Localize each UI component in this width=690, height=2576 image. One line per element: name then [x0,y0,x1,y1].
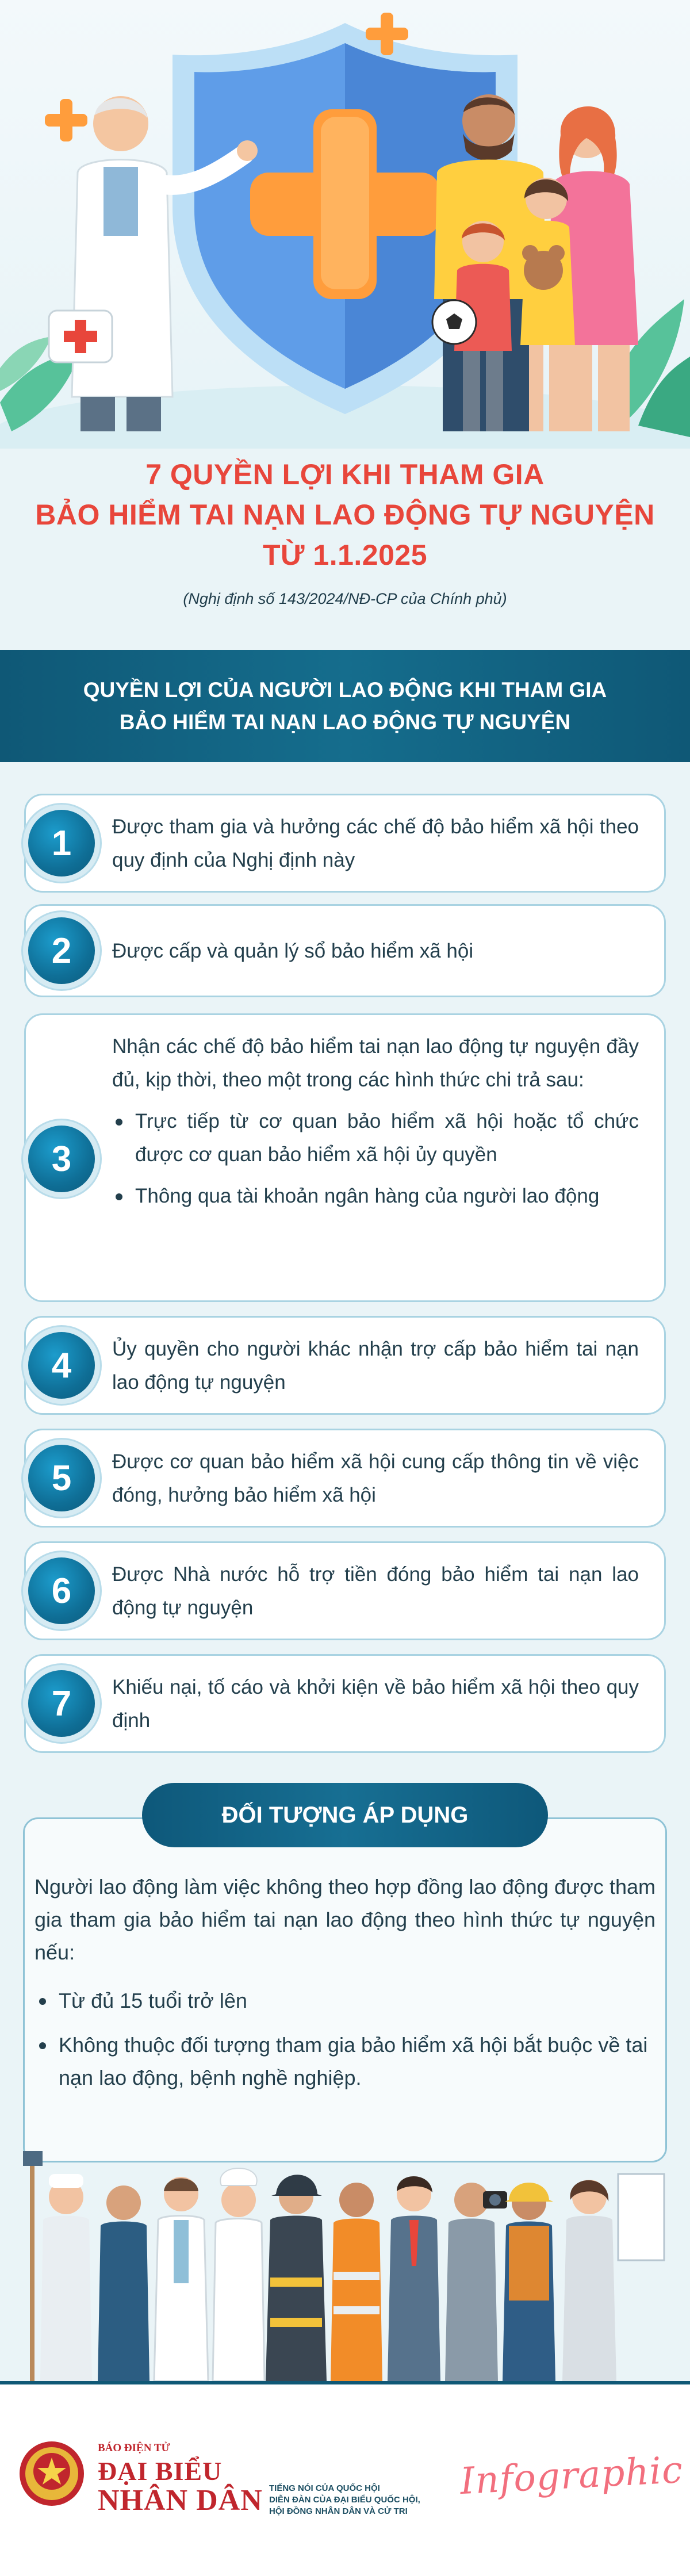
publisher-tagline-2: DIỄN ĐÀN CỦA ĐẠI BIỂU QUỐC HỘI, [269,2495,420,2505]
publisher-name-line-1: ĐẠI BIỂU [98,2456,223,2486]
main-title-line-3: TỪ 1.1.2025 [262,539,428,571]
number-badge: 2 [28,917,95,984]
publisher-tagline-3: HỘI ĐỒNG NHÂN DÂN VÀ CỬ TRI [269,2506,408,2516]
infographic-label: Infographic [459,2448,684,2504]
benefit-card-4 [24,1316,666,1415]
benefit-text: Nhận các chế độ bảo hiểm tai nạn lao động tự nguyện đầy đủ, kịp thời, theo một trong các hình thức chi trả sau: [112,1035,639,1091]
benefit-card-1 [24,794,666,893]
hero-illustration [0,0,690,449]
list-item: Không thuộc đối tượng tham gia bảo hiểm xã hội bắt buộc về tai nạn lao động, bệnh nghề nghiệp. [34,2028,656,2094]
list-item: Từ đủ 15 tuổi trở lên [34,1984,656,2017]
payment-methods-list [112,1105,639,1213]
insurance-shield-illustration [0,0,690,449]
main-title-line-2: BẢO HIỂM TAI NẠN LAO ĐỘNG TỰ NGUYỆN [35,499,655,531]
number-badge: 5 [28,1445,95,1511]
decree-subtitle: (Nghị định số 143/2024/NĐ-CP của Chính phủ) [183,590,507,607]
benefit-card-5 [24,1429,666,1528]
benefit-card-2 [24,904,666,997]
publisher-tagline-1: TIẾNG NÓI CỦA QUỐC HỘI [269,2483,380,2493]
benefit-card-3 [24,1013,666,1302]
workers-illustration [23,2128,667,2381]
number-badge: 4 [28,1332,95,1399]
benefit-text: Được cấp và quản lý sổ bảo hiểm xã hội [112,940,474,962]
benefits-section-banner [0,650,690,762]
benefit-text: Được cơ quan bảo hiểm xã hội cung cấp thông tin về việc đóng, hưởng bảo hiểm xã hội [112,1450,639,1506]
benefit-text-block [112,1030,639,1221]
target-conditions-list [34,1984,656,2106]
banner-line-1: QUYỀN LỢI CỦA NGƯỜI LAO ĐỘNG KHI THAM GIA [83,678,607,702]
banner-line-2: BẢO HIỂM TAI NẠN LAO ĐỘNG TỰ NGUYỆN [119,710,571,734]
list-item: Thông qua tài khoản ngân hàng của người lao động [112,1180,639,1213]
number-badge: 6 [28,1557,95,1624]
main-title-line-1: 7 QUYỀN LỢI KHI THAM GIA [145,458,545,491]
benefit-card-7 [24,1654,666,1753]
target-intro-text: Người lao động làm việc không theo hợp đồng lao động được tham gia tham gia bảo hiểm tai nạn lao động theo hình thức tự nguyện nếu: [34,1875,656,1964]
benefit-card-6 [24,1541,666,1640]
benefit-text: Được Nhà nước hỗ trợ tiền đóng bảo hiểm tai nạn lao động tự nguyện [112,1563,639,1619]
national-emblem-icon [17,2439,86,2508]
workers-group [23,2151,664,2381]
title-block [0,454,690,608]
target-section-heading: ĐỐI TƯỢNG ÁP DỤNG [142,1783,548,1847]
benefit-text: Khiếu nại, tố cáo và khởi kiện về bảo hiểm xã hội theo quy định [112,1676,639,1732]
number-badge: 1 [28,810,95,876]
publisher-prefix: BÁO ĐIỆN TỬ [98,2442,170,2454]
number-badge: 7 [28,1670,95,1737]
footer [0,2381,690,2576]
benefit-text: Ủy quyền cho người khác nhận trợ cấp bảo hiểm tai nạn lao động tự nguyện [112,1338,639,1394]
publisher-name-line-2: NHÂN DÂN [98,2484,263,2517]
benefit-text: Được tham gia và hưởng các chế độ bảo hiểm xã hội theo quy định của Nghị định này [112,816,639,871]
number-badge: 3 [28,1126,95,1192]
list-item: Trực tiếp từ cơ quan bảo hiểm xã hội hoặc tổ chức được cơ quan bảo hiểm xã hội ủy quyền [112,1105,639,1172]
